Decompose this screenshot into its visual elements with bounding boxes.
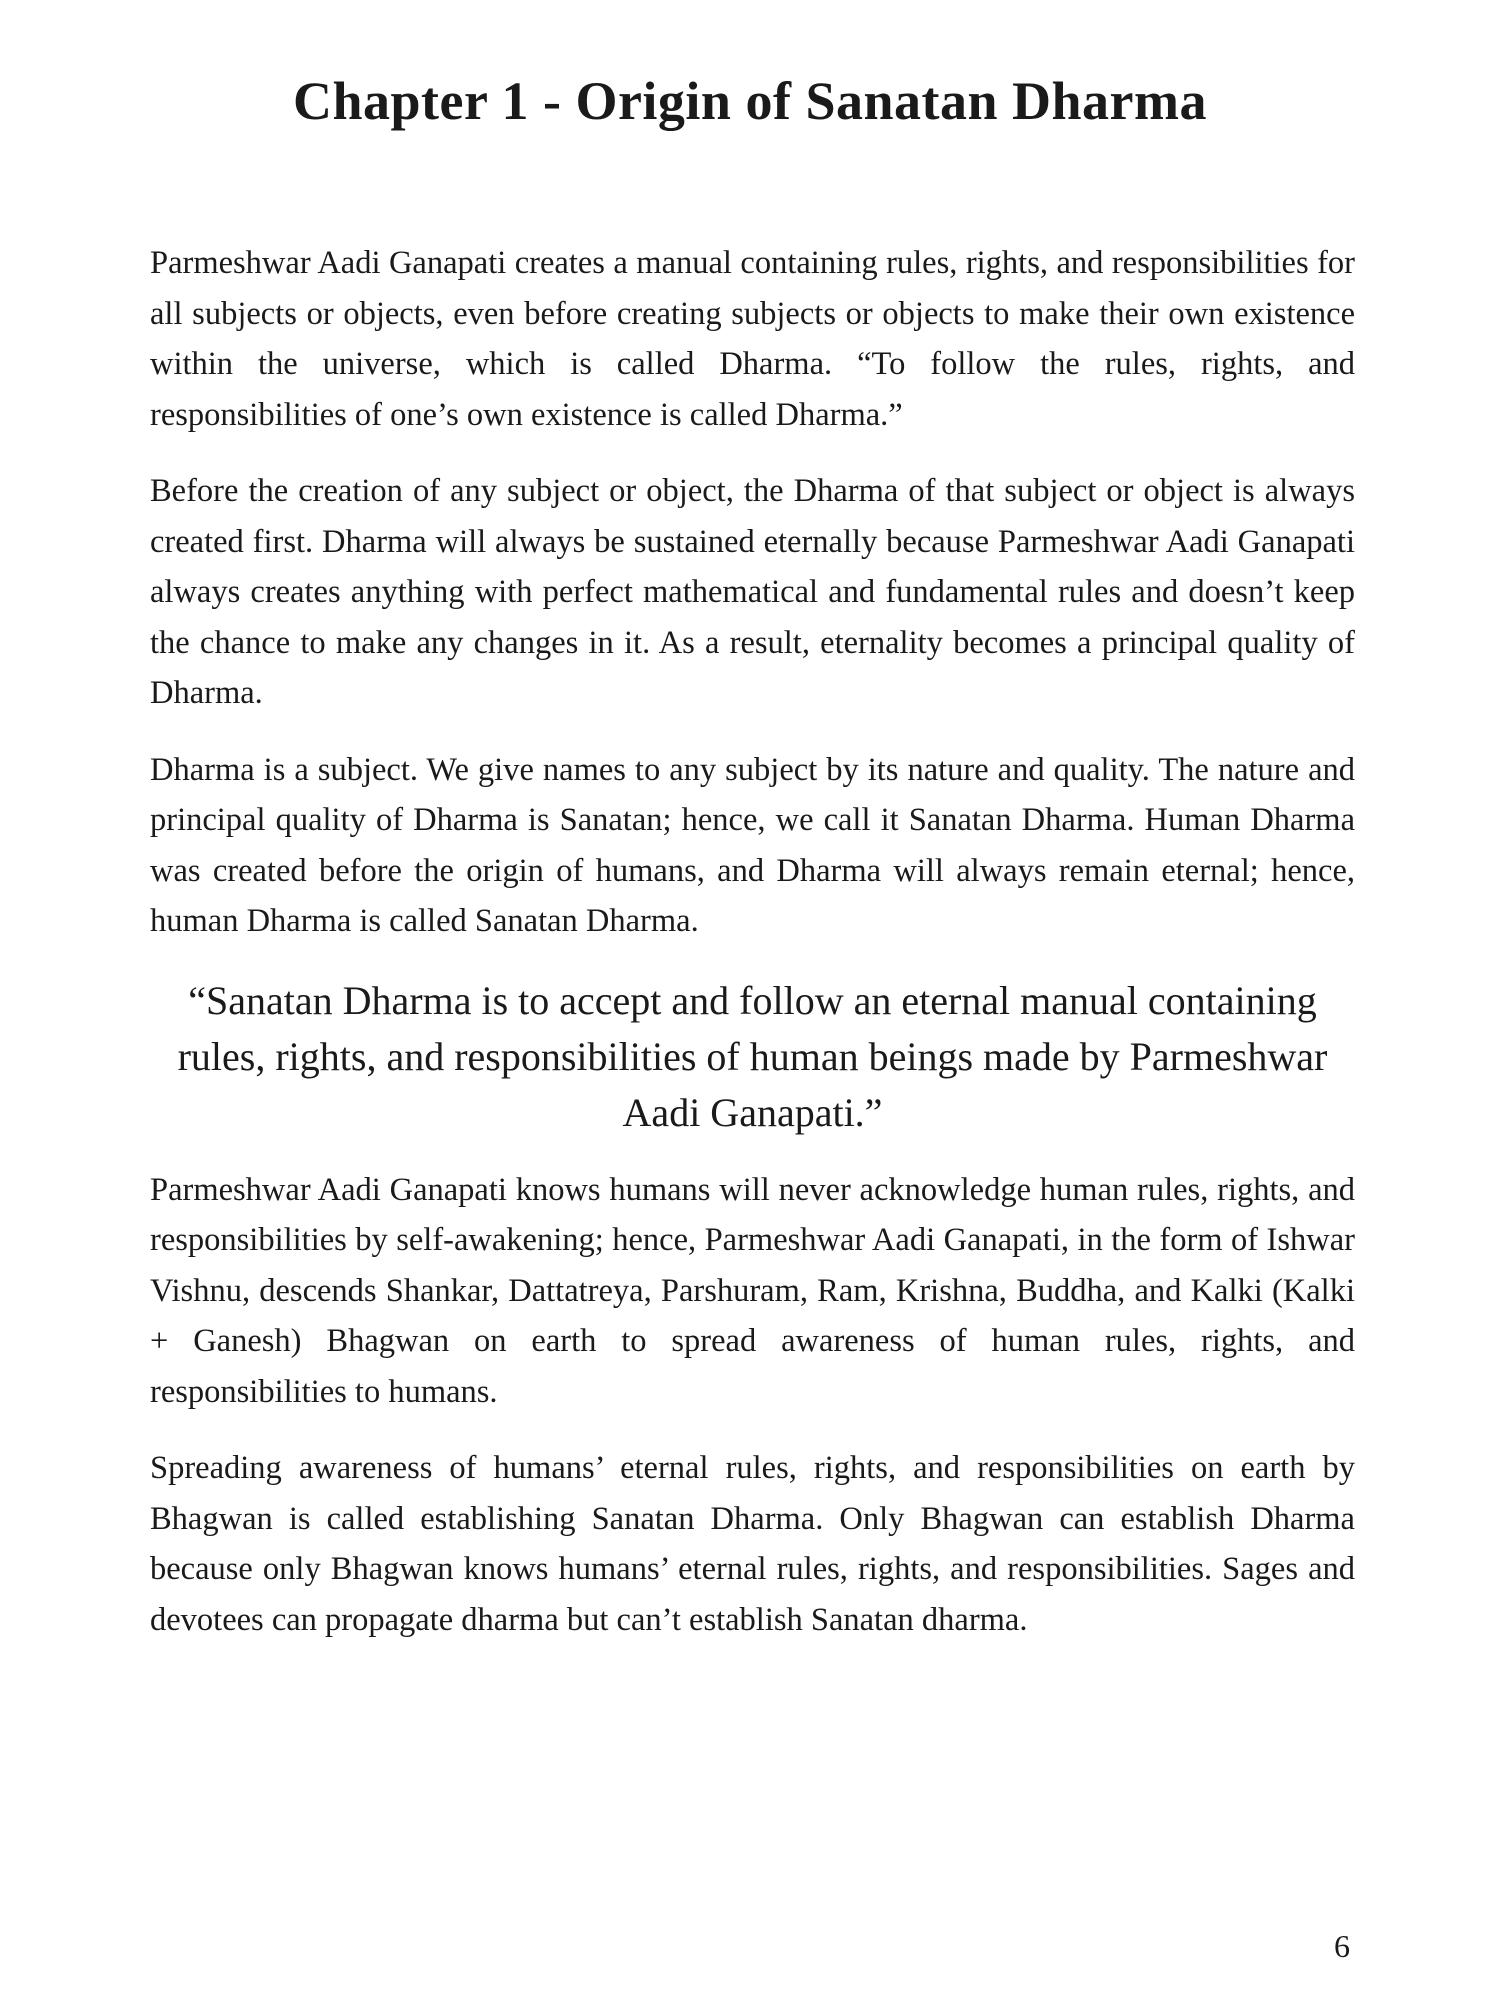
page-number: 6 <box>1334 1928 1350 1964</box>
chapter-title: Chapter 1 - Origin of Sanatan Dharma <box>292 71 1208 131</box>
highlighted-quote: “Sanatan Dharma is to accept and follow an eternal manual containing rules, rights, and responsibilities of human beings made by Parmeshwar Aadi Ganapati.” <box>177 977 1328 1135</box>
paragraph-4: Parmeshwar Aadi Ganapati knows humans will never acknowledge human rules, rights, and responsibilities by self-awakening; hence, Parmeshwar Aadi Ganapati, in the form of Ishwar Vishnu, descends Shankar, Dattatreya, Parshuram, Ram, Krishna, Buddha, and Kalki (Kalki + Ganesh) Bhagwan on earth to spread awareness of human rules, rights, and responsibilities to humans. <box>150 1171 1355 1410</box>
chapter-body <box>150 238 1355 1671</box>
paragraph-2: Before the creation of any subject or object, the Dharma of that subject or object is always created first. Dharma will always be sustained eternally because Parmeshwar Aadi Ganapati always creates anything with perfect mathematical and fundamental rules and doesn’t keep the chance to make any changes in it. As a result, eternality becomes a principal quality of Dharma. <box>150 473 1355 711</box>
paragraph-3: Dharma is a subject. We give names to any subject by its nature and quality. The nature and principal quality of Dharma is Sanatan; hence, we call it Sanatan Dharma. Human Dharma was created before the origin of humans, and Dharma will always remain eternal; hence, human Dharma is called Sanatan Dharma. <box>150 751 1355 939</box>
paragraph-5: Spreading awareness of humans’ eternal rules, rights, and responsibilities on earth by Bhagwan is called establishing Sanatan Dharma. Only Bhagwan can establish Dharma because only Bhagwan knows humans’ eternal rules, rights, and responsibilities. Sages and devotees can propagate dharma but can’t establish Sanatan dharma. <box>150 1450 1355 1638</box>
paragraph-1: Parmeshwar Aadi Ganapati creates a manual containing rules, rights, and responsibilities for all subjects or objects, even before creating subjects or objects to make their own existence within the universe, which is called Dharma. “To follow the rules, rights, and responsibilities of one’s own existence is called Dharma.” <box>150 245 1355 433</box>
